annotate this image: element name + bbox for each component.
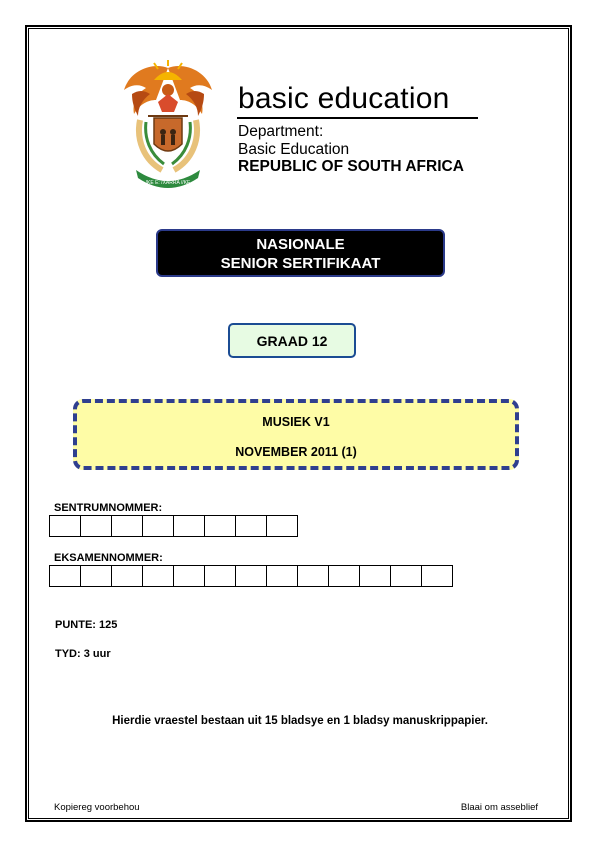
centre-number-digit-box[interactable] xyxy=(266,515,298,537)
crest-motto-text: !KE E: /XARRA //KE xyxy=(145,180,191,186)
brand-divider xyxy=(237,117,478,119)
turn-over-footer: Blaai om asseblief xyxy=(460,802,538,813)
centre-number-digit-box[interactable] xyxy=(173,515,205,537)
centre-number-digit-box[interactable] xyxy=(142,515,174,537)
exam-number-digit-box[interactable] xyxy=(297,565,329,587)
exam-number-digit-box[interactable] xyxy=(49,565,81,587)
south-africa-coat-of-arms-icon xyxy=(118,60,218,188)
subject-name: MUSIEK V1 xyxy=(262,415,330,429)
subject-box xyxy=(73,399,519,470)
centre-number-digit-box[interactable] xyxy=(80,515,112,537)
grade-label: GRAAD 12 xyxy=(256,332,328,349)
page-count-note: Hierdie vraestel bestaan uit 15 bladsye en 1 bladsy manuskrippapier. xyxy=(112,715,488,727)
exam-number-digit-box[interactable] xyxy=(80,565,112,587)
exam-number-digit-box[interactable] xyxy=(173,565,205,587)
exam-number-digit-box[interactable] xyxy=(328,565,360,587)
exam-title-line-2: SENIOR SERTIFIKAAT xyxy=(220,255,381,272)
republic-name: REPUBLIC OF SOUTH AFRICA xyxy=(238,158,464,175)
exam-number-label: EKSAMENNOMMER: xyxy=(54,552,163,564)
exam-number-boxes xyxy=(49,565,452,587)
exam-number-digit-box[interactable] xyxy=(111,565,143,587)
time-text: TYD: 3 uur xyxy=(55,648,111,660)
brand-wordmark: basic education xyxy=(238,82,450,115)
marks-text: PUNTE: 125 xyxy=(55,619,118,631)
copyright-footer: Kopiereg voorbehou xyxy=(54,802,140,813)
exam-session: NOVEMBER 2011 (1) xyxy=(235,445,357,459)
department-name xyxy=(238,123,349,159)
exam-number-digit-box[interactable] xyxy=(142,565,174,587)
exam-number-digit-box[interactable] xyxy=(266,565,298,587)
exam-title-box xyxy=(156,229,445,277)
grade-badge xyxy=(228,323,356,358)
exam-number-digit-box[interactable] xyxy=(359,565,391,587)
centre-number-label: SENTRUMNOMMER: xyxy=(54,502,163,514)
exam-number-digit-box[interactable] xyxy=(390,565,422,587)
exam-title-line-1: NASIONALE xyxy=(256,236,345,253)
exam-number-digit-box[interactable] xyxy=(421,565,453,587)
centre-number-digit-box[interactable] xyxy=(235,515,267,537)
department-line-1: Department: xyxy=(238,123,324,140)
exam-number-digit-box[interactable] xyxy=(204,565,236,587)
department-line-2: Basic Education xyxy=(238,141,350,158)
centre-number-boxes xyxy=(49,515,297,537)
centre-number-digit-box[interactable] xyxy=(49,515,81,537)
centre-number-digit-box[interactable] xyxy=(111,515,143,537)
centre-number-digit-box[interactable] xyxy=(204,515,236,537)
exam-number-digit-box[interactable] xyxy=(235,565,267,587)
